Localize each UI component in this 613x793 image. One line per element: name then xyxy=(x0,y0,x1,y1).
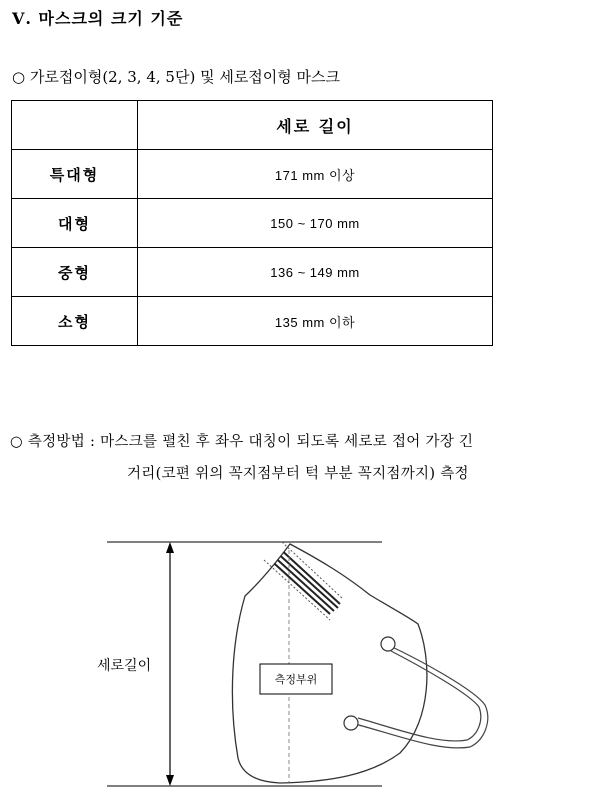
row-value: 171 mm 이상 xyxy=(138,150,493,199)
method-text-1: 측정방법 : 마스크를 펼친 후 좌우 대칭이 되도록 세로로 접어 가장 긴 xyxy=(27,434,474,450)
table-row xyxy=(12,297,493,346)
row-label: 대형 xyxy=(12,199,138,248)
subtitle-line xyxy=(12,66,340,87)
bullet-mark: ○ xyxy=(12,68,26,86)
measure-label: 측정부위 xyxy=(274,673,318,686)
row-label: 소형 xyxy=(12,297,138,346)
length-label: 세로길이 xyxy=(97,658,152,674)
bullet-mark: ○ xyxy=(10,434,23,450)
row-label: 중형 xyxy=(12,248,138,297)
subtitle-text: 가로접이형(2, 3, 4, 5단) 및 세로접이형 마스크 xyxy=(29,68,341,86)
size-table xyxy=(11,100,493,346)
length-arrow xyxy=(166,542,174,786)
row-label: 특대형 xyxy=(12,150,138,199)
table-header-empty xyxy=(12,101,138,150)
method-text-2: 거리(코편 위의 꼭지점부터 턱 부분 꼭지점까지) 측정 xyxy=(127,466,469,482)
table-row xyxy=(12,150,493,199)
row-value: 135 mm 이하 xyxy=(138,297,493,346)
table-header-row xyxy=(12,101,493,150)
mask-diagram xyxy=(0,520,613,793)
method-line-1 xyxy=(10,430,473,451)
row-value: 136 ~ 149 mm xyxy=(138,248,493,297)
table-header-length: 세로 길이 xyxy=(138,101,493,150)
section-title: Ⅴ. 마스크의 크기 기준 xyxy=(12,9,184,28)
row-value: 150 ~ 170 mm xyxy=(138,199,493,248)
table-row xyxy=(12,199,493,248)
table-row xyxy=(12,248,493,297)
mask-icon xyxy=(232,542,487,783)
